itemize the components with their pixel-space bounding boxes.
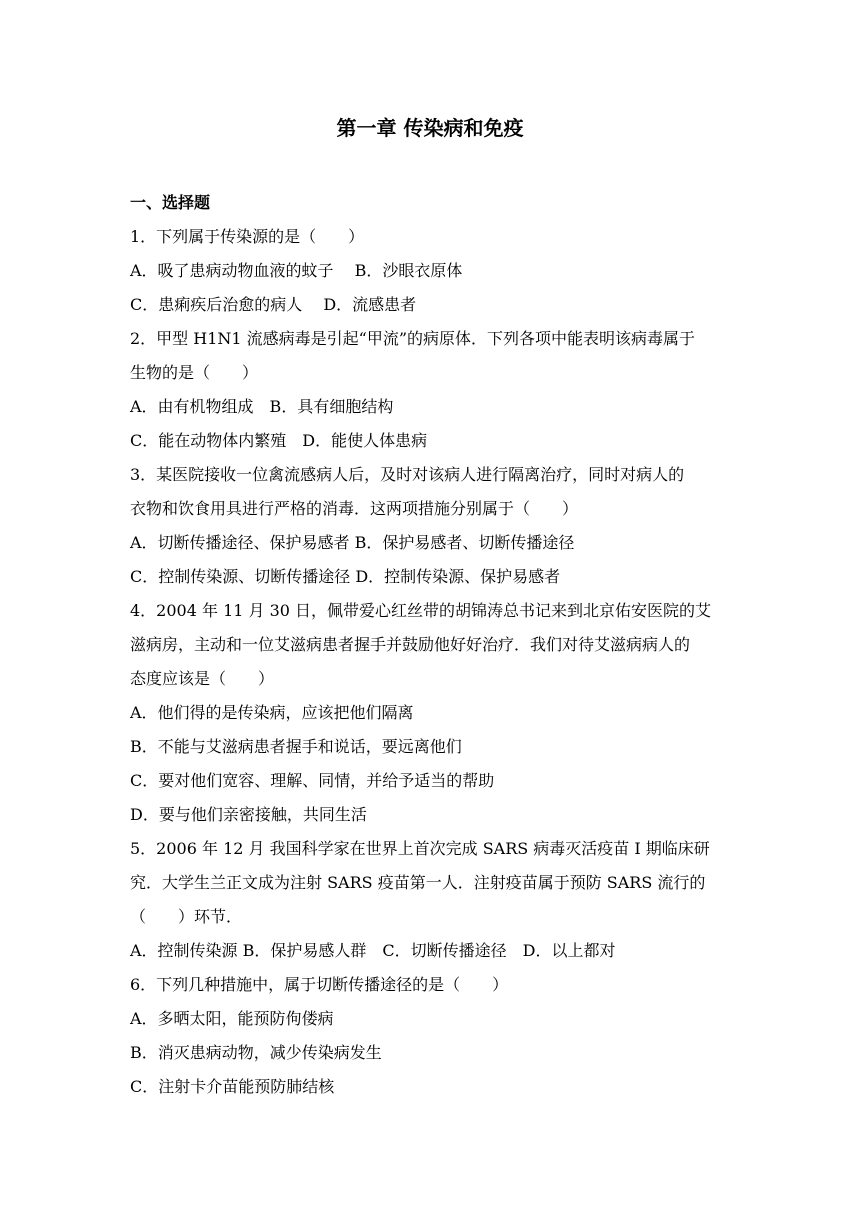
question-5-stem-line-1: 5．2006 年 12 月 我国科学家在世界上首次完成 SARS 病毒灭活疫苗 I 期临床研 — [130, 839, 710, 858]
question-2-stem-line-2: 生物的是（ ） — [130, 363, 259, 382]
question-3-option-line-1: A．切断传播途径、保护易感者 B．保护易感者、切断传播途径 — [130, 533, 575, 552]
question-6 — [130, 968, 736, 1104]
question-2-option-line-1: A．由有机物组成 B．具有细胞结构 — [130, 397, 394, 416]
question-2 — [130, 322, 736, 458]
question-2-stem-line-1: 2．甲型 H1N1 流感病毒是引起“甲流”的病原体．下列各项中能表明该病毒属于 — [130, 329, 696, 348]
question-4-option-b: B．不能与艾滋病患者握手和说话，要远离他们 — [130, 737, 462, 756]
question-6-option-a: A．多晒太阳，能预防佝偻病 — [130, 1009, 334, 1028]
question-4-stem-line-1: 4．2004 年 11 月 30 日，佩带爱心红丝带的胡锦涛总书记来到北京佑安医院的艾 — [130, 601, 712, 620]
question-3-stem-line-2: 衣物和饮食用具进行严格的消毒．这两项措施分别属于（ ） — [130, 499, 579, 518]
question-1-option-line-1: A．吸了患病动物血液的蚊子 B．沙眼衣原体 — [130, 261, 463, 280]
question-6-option-b: B．消灭患病动物，减少传染病发生 — [130, 1043, 382, 1062]
question-3-option-line-2: C．控制传染源、切断传播途径 D．控制传染源、保护易感者 — [130, 567, 561, 586]
question-3-stem-line-1: 3．某医院接收一位禽流感病人后，及时对该病人进行隔离治疗，同时对病人的 — [130, 465, 685, 484]
question-4-option-a: A．他们得的是传染病，应该把他们隔离 — [130, 703, 414, 722]
question-5-stem-line-2: 究．大学生兰正文成为注射 SARS 疫苗第一人．注射疫苗属于预防 SARS 流行的 — [130, 873, 706, 892]
question-4-option-d: D．要与他们亲密接触，共同生活 — [130, 805, 367, 824]
question-5-stem-line-3: （ ）环节． — [130, 907, 243, 926]
chapter-title: 第一章 传染病和免疫 — [336, 116, 524, 140]
question-1-option-line-2: C．患痢疾后治愈的病人 D．流感患者 — [130, 295, 417, 314]
question-6-option-c: C．注射卡介苗能预防肺结核 — [130, 1077, 335, 1096]
question-1-stem: 1．下列属于传染源的是（ ） — [130, 227, 365, 246]
question-4 — [130, 594, 736, 832]
question-5-option-line-1: A．控制传染源 B．保护易感人群 C．切断传播途径 D．以上都对 — [130, 941, 616, 960]
document-content — [130, 186, 736, 1104]
question-4-stem-line-2: 滋病房，主动和一位艾滋病患者握手并鼓励他好好治疗．我们对待艾滋病病人的 — [130, 635, 691, 654]
question-6-stem: 6．下列几种措施中，属于切断传播途径的是（ ） — [130, 975, 509, 994]
question-3 — [130, 458, 736, 594]
question-2-option-line-2: C．能在动物体内繁殖 D．能使人体患病 — [130, 431, 428, 450]
question-4-option-c: C．要对他们宽容、理解、同情，并给予适当的帮助 — [130, 771, 495, 790]
question-5 — [130, 832, 736, 968]
question-4-stem-line-3: 态度应该是（ ） — [130, 669, 275, 688]
question-1 — [130, 220, 736, 322]
section-heading: 一、选择题 — [130, 193, 211, 212]
